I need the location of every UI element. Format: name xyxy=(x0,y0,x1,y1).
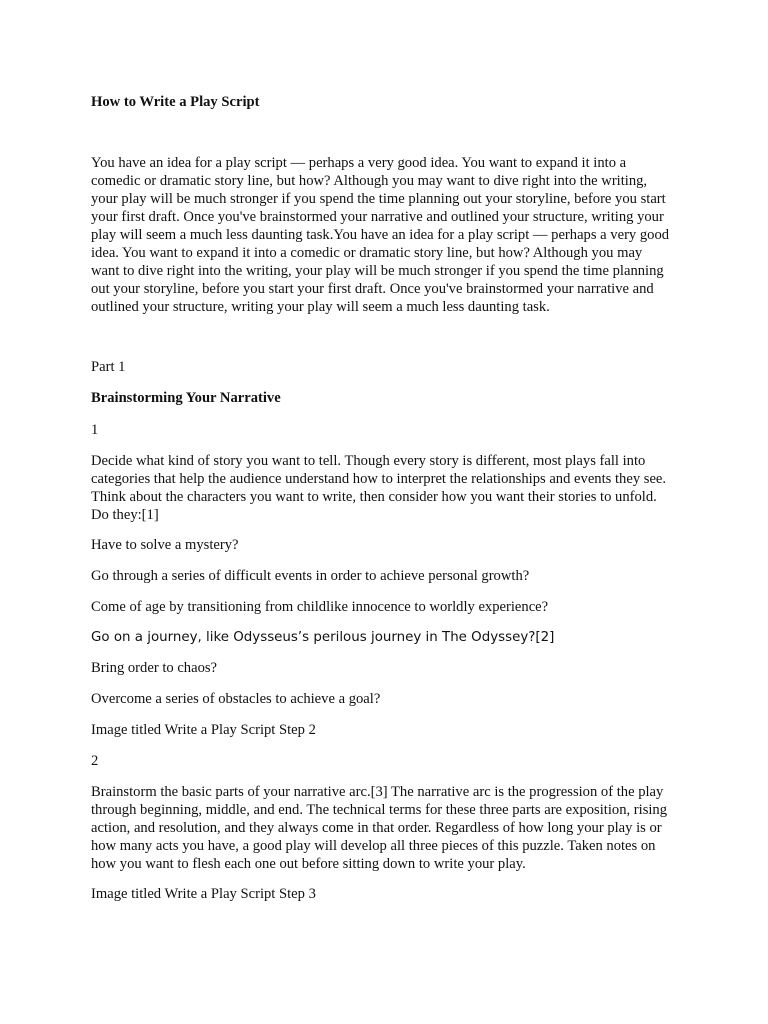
intro-line: your play will be much stronger if you spend the time planning out your storyline, before you start xyxy=(91,191,666,207)
step2-line: through beginning, middle, and end. The technical terms for these three parts are exposition, rising xyxy=(91,802,668,818)
image-caption: Image titled Write a Play Script Step 2 xyxy=(91,722,316,738)
story-option: Bring order to chaos? xyxy=(91,660,218,676)
intro-line: out your storyline, before you start your first draft. Once you've brainstormed your narrative and xyxy=(91,281,654,297)
step1-line: Do they:[1] xyxy=(91,507,159,523)
intro-line: outlined your structure, writing your play will seem a much less daunting task. xyxy=(91,299,550,315)
intro-paragraph xyxy=(91,154,691,316)
intro-line: idea. You want to expand it into a comedic or dramatic story line, but how? Although you may xyxy=(91,245,643,261)
step2-line: action, and resolution, and they always come in that order. Regardless of how long your play is or xyxy=(91,820,662,836)
story-option: Go through a series of difficult events in order to achieve personal growth? xyxy=(91,568,530,584)
step2-line: how you want to flesh each one out before sitting down to write your play. xyxy=(91,856,526,872)
story-option: Have to solve a mystery? xyxy=(91,537,239,553)
section-heading: Brainstorming Your Narrative xyxy=(91,390,281,406)
step1-paragraph xyxy=(91,452,691,524)
intro-line: comedic or dramatic story line, but how? Although you may want to dive right into the writing, xyxy=(91,173,648,189)
story-option: Come of age by transitioning from childlike innocence to worldly experience? xyxy=(91,599,549,615)
image-caption: Image titled Write a Play Script Step 3 xyxy=(91,886,316,902)
step-number: 1 xyxy=(91,422,99,438)
intro-line: want to dive right into the writing, your play will be much stronger if you spend the time planning xyxy=(91,263,664,279)
document-title: How to Write a Play Script xyxy=(91,94,260,110)
intro-line: play will seem a much less daunting task.You have an idea for a play script — perhaps a very good xyxy=(91,227,670,243)
step2-paragraph xyxy=(91,783,691,873)
step2-line: Brainstorm the basic parts of your narrative arc.[3] The narrative arc is the progression of the play xyxy=(91,784,664,800)
intro-line: You have an idea for a play script — perhaps a very good idea. You want to expand it into a xyxy=(91,155,627,171)
step1-line: categories that help the audience understand how to interpret the relationships and events they see. xyxy=(91,471,667,487)
story-option: Go on a journey, like Odysseus’s perilous journey in The Odyssey?[2] xyxy=(91,630,555,645)
part-label: Part 1 xyxy=(91,359,126,375)
step-number: 2 xyxy=(91,753,99,769)
intro-line: your first draft. Once you've brainstormed your narrative and outlined your structure, writing your xyxy=(91,209,664,225)
step1-line: Decide what kind of story you want to tell. Though every story is different, most plays fall into xyxy=(91,453,646,469)
step2-line: how many acts you have, a good play will develop all three pieces of this puzzle. Taken notes on xyxy=(91,838,656,854)
story-option: Overcome a series of obstacles to achieve a goal? xyxy=(91,691,381,707)
step1-line: Think about the characters you want to write, then consider how you want their stories to unfold. xyxy=(91,489,657,505)
